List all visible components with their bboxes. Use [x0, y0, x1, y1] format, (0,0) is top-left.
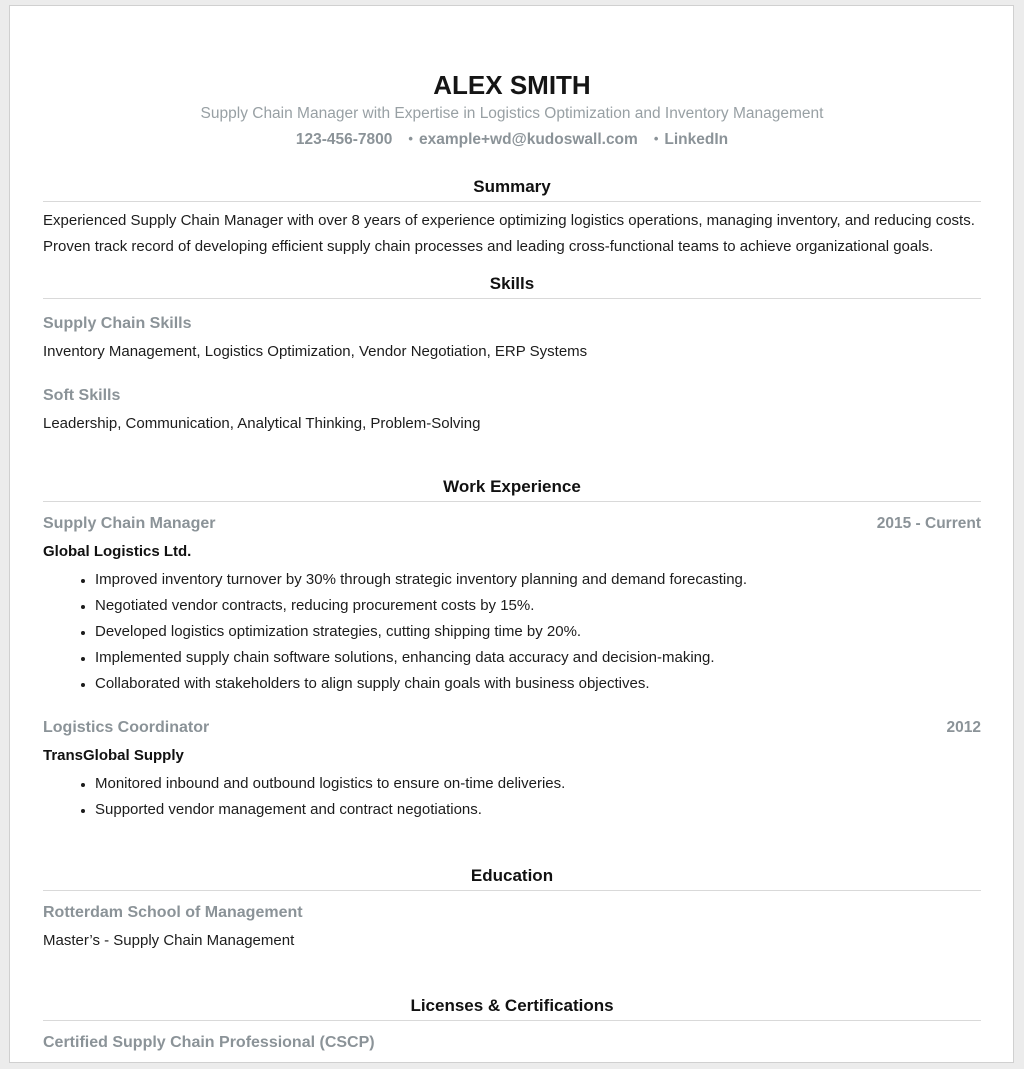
skill-group-label: Supply Chain Skills [43, 315, 192, 332]
skill-group-items: Inventory Management, Logistics Optimization, Vendor Negotiation, ERP Systems [43, 343, 588, 360]
job-bullet: • Developed logistics optimization strategies, cutting shipping time by 20%. [95, 619, 981, 645]
job-entry [43, 513, 981, 697]
section-rule [43, 201, 981, 202]
section-rule [43, 890, 981, 891]
job-bullet: • Implemented supply chain software solutions, enhancing data accuracy and decision-making. [95, 645, 981, 671]
job-bullet: • Collaborated with stakeholders to align supply chain goals with business objectives. [95, 671, 981, 697]
section-rule [43, 298, 981, 299]
education-degree: Master’s - Supply Chain Management [43, 932, 295, 949]
resume-header [43, 70, 981, 150]
section-rule [43, 1020, 981, 1021]
candidate-title: Supply Chain Manager with Expertise in Logistics Optimization and Inventory Management [200, 105, 824, 122]
skill-group-soft [43, 385, 981, 434]
section-skills [43, 273, 981, 434]
candidate-name: ALEX SMITH [433, 70, 591, 100]
contact-line [43, 128, 981, 150]
section-work-experience [43, 476, 981, 823]
work-experience-heading: Work Experience [443, 477, 581, 496]
job-bullet: • Negotiated vendor contracts, reducing procurement costs by 15%. [95, 593, 981, 619]
job-bullet: • Monitored inbound and outbound logistics to ensure on-time deliveries. [95, 771, 981, 797]
education-school: Rotterdam School of Management [43, 904, 303, 921]
education-heading: Education [470, 866, 554, 885]
skill-group-items: Leadership, Communication, Analytical Thinking, Problem-Solving [43, 415, 481, 432]
job-bullet: • Improved inventory turnover by 30% through strategic inventory planning and demand forecasting. [95, 567, 981, 593]
job-bullet-list [43, 771, 981, 823]
linkedin-link[interactable]: LinkedIn [664, 131, 729, 148]
job-dates: 2015 - Current [876, 515, 981, 532]
job-company: TransGlobal Supply [43, 747, 184, 764]
section-summary [43, 176, 981, 260]
section-rule [43, 501, 981, 502]
section-certifications [43, 995, 981, 1053]
certifications-heading: Licenses & Certifications [410, 996, 614, 1015]
resume-page [9, 5, 1014, 1063]
job-dates: 2012 [946, 719, 981, 736]
job-header [43, 717, 981, 738]
phone-number: 123-456-7800 [295, 131, 393, 148]
job-company: Global Logistics Ltd. [43, 543, 192, 560]
job-bullet: • Supported vendor management and contract negotiations. [95, 797, 981, 823]
skill-group-label: Soft Skills [43, 387, 121, 404]
certification-item: Certified Supply Chain Professional (CSCP) [43, 1034, 375, 1051]
skills-heading: Skills [489, 274, 535, 293]
job-role: Supply Chain Manager [43, 515, 216, 532]
summary-heading: Summary [473, 177, 551, 196]
job-role: Logistics Coordinator [43, 719, 210, 736]
section-education [43, 865, 981, 951]
skill-group-supply-chain [43, 313, 981, 362]
job-bullet-list [43, 567, 981, 697]
summary-text: Experienced Supply Chain Manager with over 8 years of experience optimizing logistics operations, managing inventory, and reducing costs. Proven track record of developing efficient supply chain processes and leading cross-functional teams to achieve organizational goals. [43, 212, 975, 255]
job-header [43, 513, 981, 534]
job-entry [43, 717, 981, 823]
email-address: example+wd@kudoswall.com [418, 131, 638, 148]
bullet-separator-icon: • [653, 131, 659, 146]
bullet-separator-icon: • [408, 131, 413, 146]
